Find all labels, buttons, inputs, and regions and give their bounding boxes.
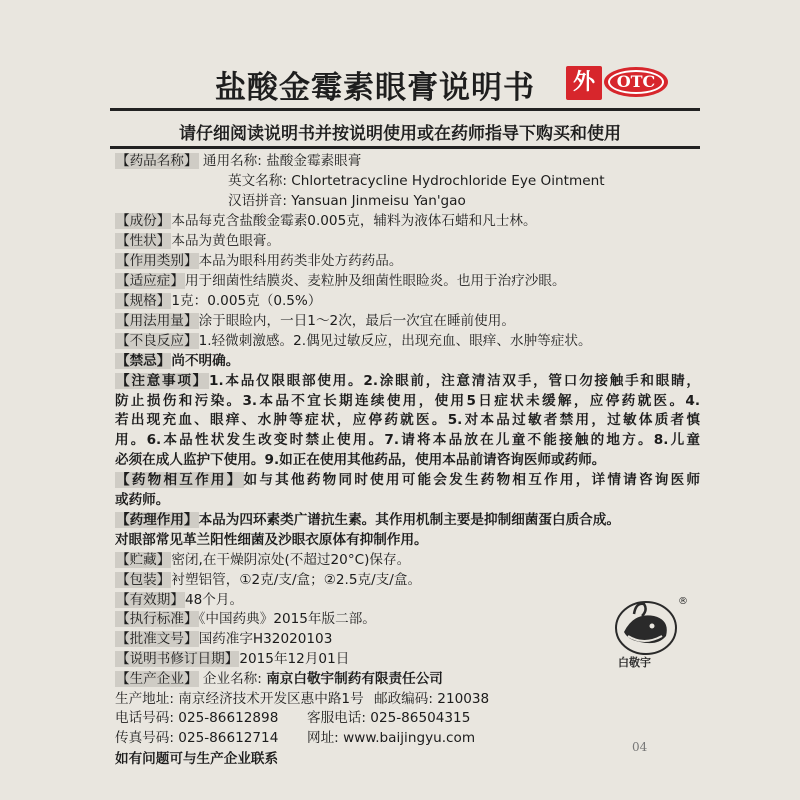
storage-text: 密闭,在干燥阴凉处(不超过20°C)保存。	[171, 551, 411, 568]
website-label: 网址:	[307, 730, 339, 747]
interactions-block	[115, 471, 700, 511]
common-name-label: 通用名称:	[202, 153, 262, 169]
package-row	[115, 571, 700, 591]
drug-name-row	[115, 152, 700, 172]
section-label: 【药理作用】	[116, 512, 198, 529]
phone-value: 025-86612898	[178, 710, 279, 727]
section-label: 【生产企业】	[116, 670, 198, 687]
postcode-label: 邮政编码:	[374, 690, 433, 707]
pharmacology-block	[115, 511, 700, 551]
standard-text: 《中国药典》2015年版二部。	[198, 611, 376, 628]
adverse-row	[115, 332, 700, 352]
section-label: 【作用类别】	[116, 252, 198, 269]
title-divider	[110, 108, 700, 111]
registered-mark: ®	[678, 596, 688, 607]
address-value: 南京经济技术开发区惠中路1号	[178, 690, 364, 707]
section-label: 【批准文号】	[116, 631, 198, 648]
indications-row	[115, 272, 700, 292]
website-value: www.baijingyu.com	[343, 730, 476, 747]
leaflet-body	[115, 152, 700, 770]
external-use-badge: 外	[566, 66, 602, 100]
postcode-value: 210038	[437, 690, 490, 707]
fax-label: 传真号码:	[115, 730, 174, 747]
company-logo	[604, 590, 694, 670]
address-row	[115, 690, 700, 710]
usage-warning: 请仔细阅读说明书并按说明使用或在药师指导下购买和使用	[179, 124, 621, 144]
section-label: 【贮藏】	[116, 551, 171, 568]
common-name-value: 盐酸金霉素眼膏	[266, 153, 362, 169]
section-label: 【成份】	[116, 213, 171, 230]
english-name-row	[115, 172, 700, 192]
precautions-line: 若出现充血、眼痒、水肿等症状，应停药就医。5.对本品过敏者禁用，过敏体质者慎	[115, 412, 700, 429]
otc-badge	[604, 67, 668, 97]
precautions-block	[115, 372, 700, 471]
contraindications-text: 尚不明确。	[171, 352, 240, 369]
company-name-value: 南京白敬宇制药有限责任公司	[266, 670, 443, 687]
precautions-line: 用。6.本品性状发生改变时禁止使用。7.请将本品放在儿童不能接触的地方。8.儿童	[115, 432, 700, 449]
pinyin-value: Yansuan Jinmeisu Yan'gao	[291, 192, 466, 209]
section-label: 【注意事项】	[116, 372, 209, 389]
contact-note: 如有问题可与生产企业联系	[115, 750, 279, 767]
storage-row	[115, 551, 700, 571]
company-name-label: 企业名称:	[202, 670, 262, 687]
document-title: 盐酸金霉素眼膏说明书	[215, 70, 535, 106]
pharmacology-text: 本品为四环素类广谱抗生素。其作用机制主要是抑制细菌蛋白质合成。	[198, 512, 620, 529]
section-label: 【药物相互作用】	[116, 471, 243, 488]
usage-text: 涂于眼睑内，一日1～2次，最后一次宜在睡前使用。	[198, 313, 515, 330]
section-label: 【执行标准】	[116, 611, 198, 628]
category-text: 本品为眼科用药类非处方药药品。	[198, 252, 403, 269]
interactions-line: 或药师。	[115, 491, 170, 508]
pharmacology-line	[115, 511, 700, 531]
interactions-line	[115, 471, 700, 491]
section-label: 【包装】	[116, 571, 171, 588]
address-label: 生产地址:	[115, 690, 174, 707]
spec-row	[115, 292, 700, 312]
otc-badge-text: OTC	[608, 70, 664, 94]
package-text: 衬塑铝管，①2克/支/盒；②2.5克/支/盒。	[171, 571, 422, 588]
approval-text: 国药准字H32020103	[198, 631, 333, 648]
section-label: 【用法用量】	[116, 313, 198, 330]
precautions-line: 防止损伤和污染。3.本品不宜长期连续使用，使用5日症状未缓解，应停药就医。4.	[115, 392, 700, 409]
whale-logo-icon	[604, 590, 694, 670]
character-row	[115, 232, 700, 252]
section-label: 【规格】	[116, 292, 171, 309]
fax-value: 025-86612714	[178, 730, 279, 747]
contraindications-row	[115, 352, 700, 372]
fax-row	[115, 729, 700, 749]
interactions-text: 如与其他药物同时使用可能会发生药物相互作用，详情请咨询医师	[243, 471, 701, 488]
english-name-value: Chlortetracycline Hydrochloride Eye Ointment	[291, 172, 605, 189]
service-phone-label: 客服电话:	[307, 710, 366, 727]
section-label: 【适应症】	[116, 272, 184, 289]
validity-text: 48个月。	[184, 591, 244, 608]
english-name-label: 英文名称:	[228, 172, 287, 189]
precautions-line: 必须在成人监护下使用。9.如正在使用其他药品，使用本品前请咨询医师或药师。	[115, 451, 606, 468]
usage-row	[115, 312, 700, 332]
title-row	[0, 62, 800, 106]
manufacturer-row	[115, 670, 700, 690]
page-number: 04	[632, 740, 648, 754]
pinyin-row	[115, 192, 700, 212]
pinyin-label: 汉语拼音:	[228, 192, 287, 209]
logo-text: 白敬宇	[618, 656, 651, 669]
composition-row	[115, 212, 700, 232]
section-label: 【有效期】	[116, 591, 184, 608]
section-label: 【药品名称】	[116, 153, 198, 169]
phone-label: 电话号码:	[115, 710, 174, 727]
section-label: 【不良反应】	[116, 333, 198, 350]
pharmacology-line: 对眼部常见革兰阳性细菌及沙眼衣原体有抑制作用。	[115, 532, 428, 549]
phone-row	[115, 709, 700, 729]
adverse-text: 1.轻微刺激感。2.偶见过敏反应，出现充血、眼痒、水肿等症状。	[198, 333, 592, 350]
section-label: 【性状】	[116, 233, 171, 250]
composition-text: 本品每克含盐酸金霉素0.005克，辅料为液体石蜡和凡士林。	[171, 213, 537, 230]
service-phone-value: 025-86504315	[370, 710, 471, 727]
spec-text: 1克：0.005克（0.5%）	[171, 292, 322, 309]
category-row	[115, 252, 700, 272]
section-label: 【说明书修订日期】	[116, 650, 239, 667]
section-label: 【禁忌】	[116, 352, 171, 369]
indications-text: 用于细菌性结膜炎、麦粒肿及细菌性眼睑炎。也用于治疗沙眼。	[184, 272, 566, 289]
subtitle-divider	[110, 146, 700, 149]
precautions-text: 1.本品仅限眼部使用。2.涂眼前，注意清洁双手，管口勿接触手和眼睛，	[209, 372, 701, 389]
precautions-line	[115, 372, 700, 392]
character-text: 本品为黄色眼膏。	[171, 233, 281, 250]
revision-text: 2015年12月01日	[239, 650, 350, 667]
